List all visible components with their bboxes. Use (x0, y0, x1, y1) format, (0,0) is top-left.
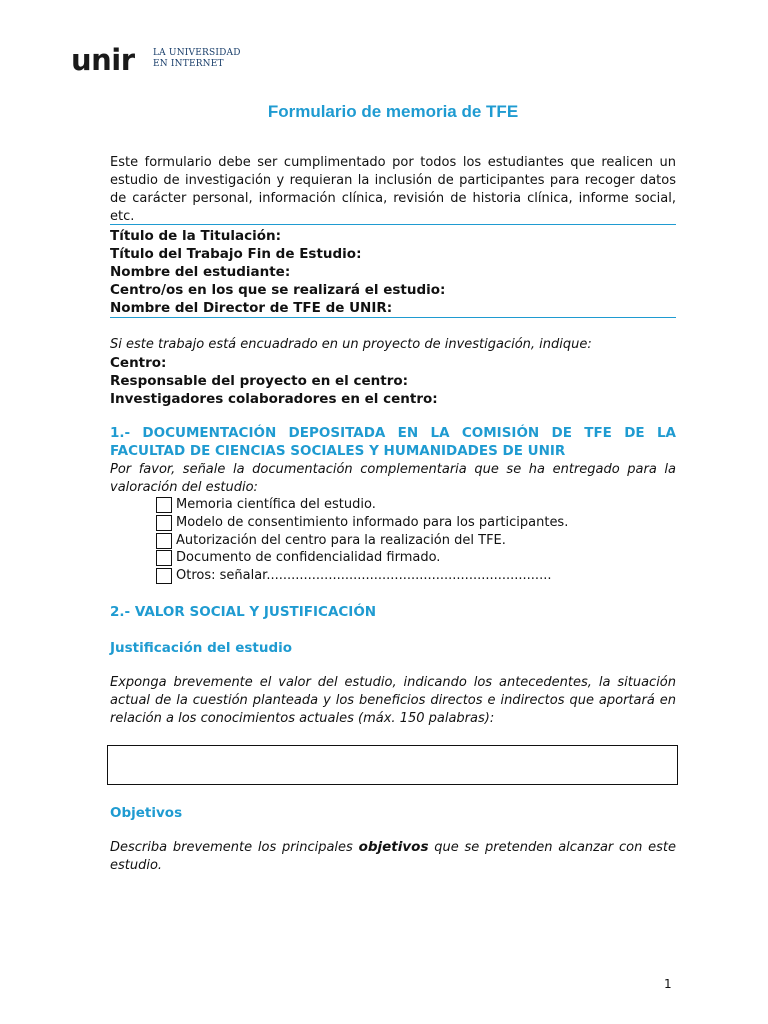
objectives-text-after: que se pretenden alcanzar con este estudio. (110, 840, 677, 873)
justification-heading: Justificación del estudio (110, 640, 293, 656)
field-titulo-trabajo: Título del Trabajo Fin de Estudio: (110, 246, 362, 262)
bottom-divider (110, 317, 676, 318)
checklist-item[interactable] (156, 514, 568, 532)
checklist-label: Autorización del centro para la realización del TFE. (176, 533, 506, 548)
checklist-item[interactable] (156, 496, 376, 514)
field-titulacion: Título de la Titulación: (110, 228, 282, 244)
objectives-text-bold: objetivos (358, 839, 429, 855)
checklist-label: Documento de confidencialidad firmado. (176, 550, 441, 565)
checklist-item[interactable] (156, 567, 551, 585)
checklist-label: Modelo de consentimiento informado para los participantes. (176, 515, 569, 530)
unir-logo: unir (71, 43, 135, 77)
checklist-label: Otros: señalar..................................................................... (176, 568, 552, 583)
top-divider (110, 224, 676, 225)
page-number: 1 (664, 977, 672, 991)
checklist-label: Memoria científica del estudio. (176, 497, 376, 512)
checklist-item[interactable] (156, 549, 440, 567)
justification-text-box[interactable] (107, 745, 678, 785)
objectives-heading: Objetivos (110, 805, 183, 821)
justification-text: Exponga brevemente el valor del estudio, indicando los antecedentes, la situación actual de la cuestión planteada y los beneficios directos e indirectos que aportará en relación a los conocimientos actuales (máx. 150 palabras): (110, 675, 676, 726)
project-field-centro: Centro: (110, 355, 167, 371)
logo-tagline-line2: EN INTERNET (153, 59, 224, 69)
objectives-text (110, 838, 676, 875)
logo-tagline-line1: LA UNIVERSIDAD (153, 48, 241, 58)
checkbox[interactable] (156, 515, 172, 531)
checklist-item[interactable] (156, 532, 506, 550)
checkbox[interactable] (156, 497, 172, 513)
intro-paragraph: Este formulario debe ser cumplimentado por todos los estudiantes que realicen un estudio de investigación y requieran la inclusión de participantes para recoger datos de carácter personal, información clínica, revisión de historia clínica, informe social, etc. (110, 155, 676, 224)
section1-instruction: Por favor, señale la documentación complementaria que se ha entregado para la valoración del estudio: (110, 462, 676, 495)
field-nombre-estudiante: Nombre del estudiante: (110, 264, 291, 280)
project-field-responsable: Responsable del proyecto en el centro: (110, 373, 409, 389)
section1-heading: 1.- DOCUMENTACIÓN DEPOSITADA EN LA COMISIÓN DE TFE DE LA FACULTAD DE CIENCIAS SOCIALES Y HUMANIDADES DE UNIR (110, 425, 676, 459)
logo-tagline (153, 48, 241, 70)
project-note: Si este trabajo está encuadrado en un proyecto de investigación, indique: (110, 337, 592, 352)
field-director: Nombre del Director de TFE de UNIR: (110, 300, 393, 316)
project-field-investigadores: Investigadores colaboradores en el centro: (110, 391, 438, 407)
objectives-text-before: Describa brevemente los principales (110, 840, 359, 855)
field-centros: Centro/os en los que se realizará el estudio: (110, 282, 446, 298)
checkbox[interactable] (156, 568, 172, 584)
checkbox[interactable] (156, 533, 172, 549)
document-title: Formulario de memoria de TFE (267, 102, 519, 121)
section2-heading: 2.- VALOR SOCIAL Y JUSTIFICACIÓN (110, 604, 377, 620)
checkbox[interactable] (156, 550, 172, 566)
